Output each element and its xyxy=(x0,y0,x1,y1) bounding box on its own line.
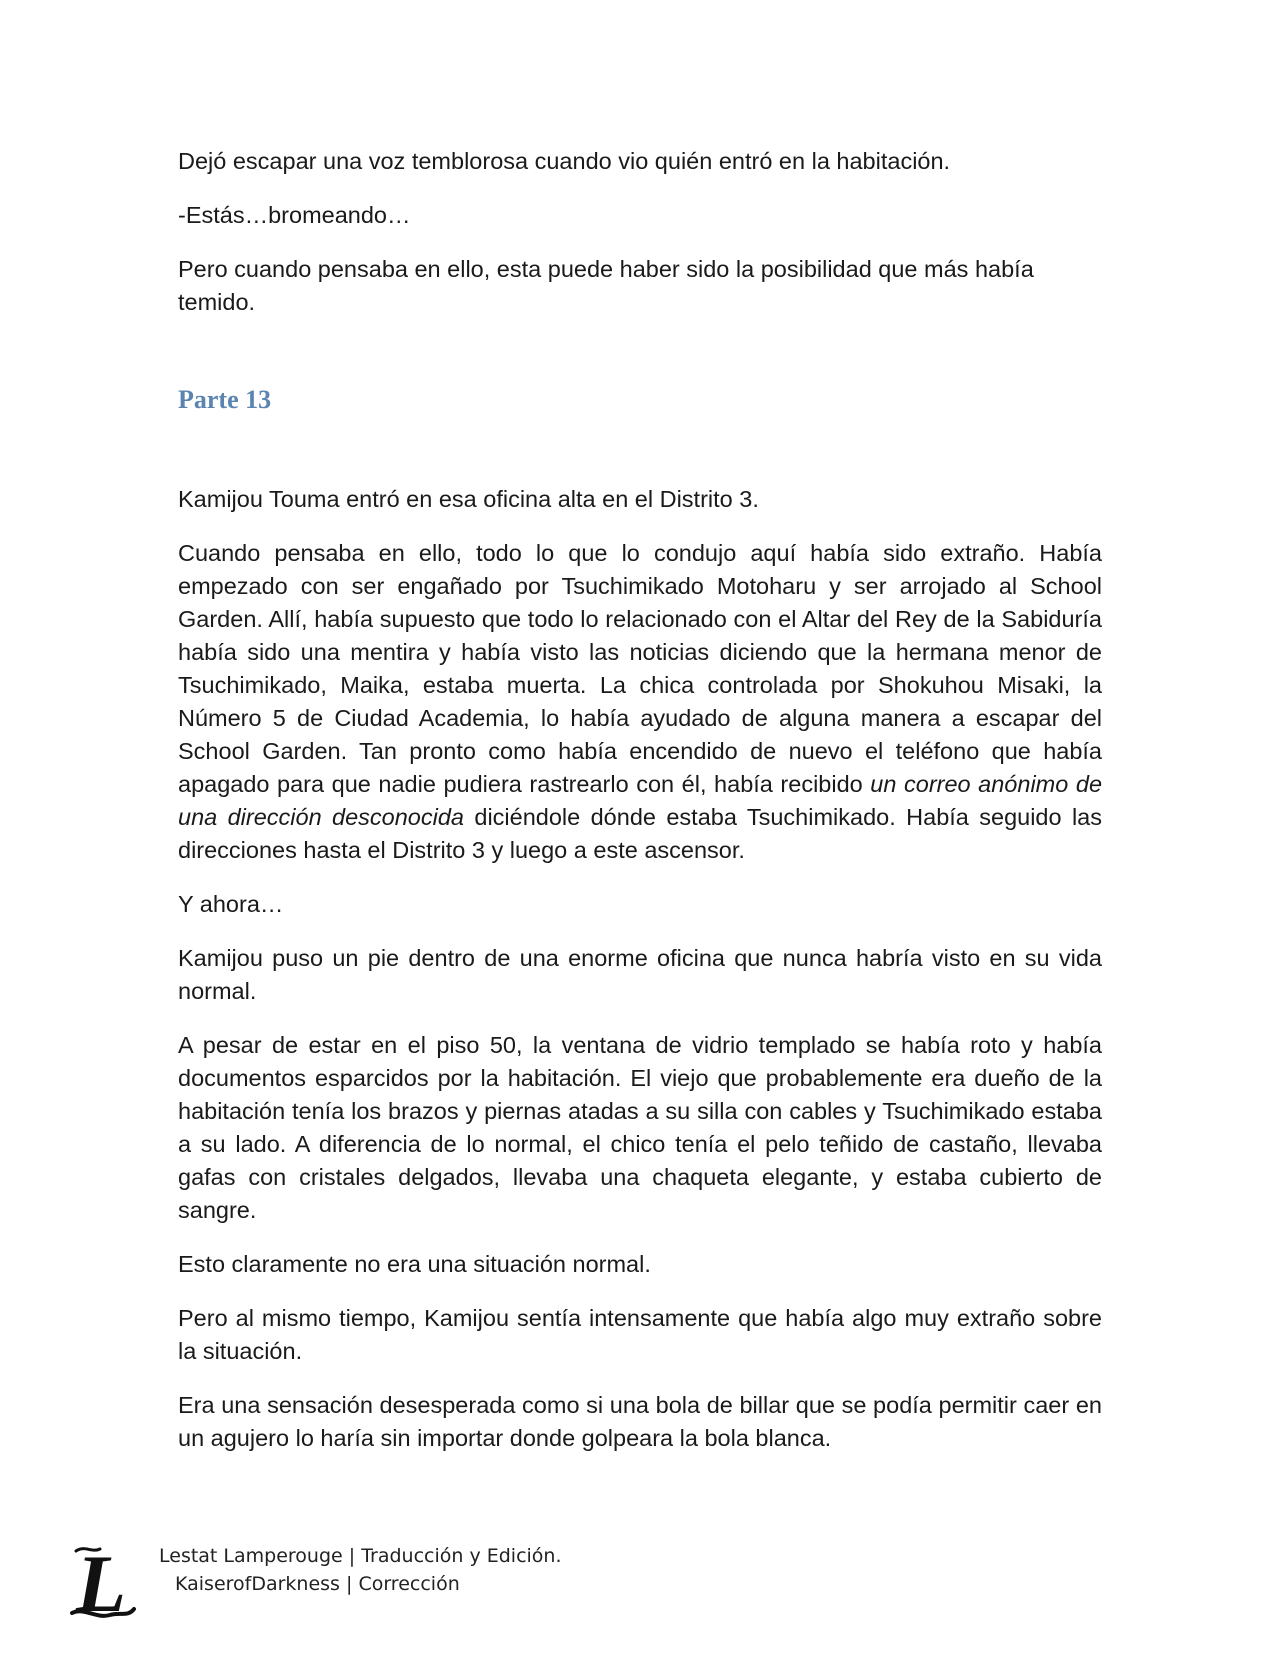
paragraph-scene-description: A pesar de estar en el piso 50, la ventana de vidrio templado se había roto y había documentos esparcidos por la habitación. El viejo que probablemente era dueño de la habitación tenía los brazos y piernas atadas a su silla con cables y Tsuchimikado estaba a su lado. A diferencia de lo normal, el chico tenía el pelo teñido de castaño, llevaba gafas con cristales delgados, llevaba una chaqueta elegante, y estaba cubierto de sangre. xyxy=(178,1032,1102,1223)
paragraph-and-now: Y ahora… xyxy=(178,891,284,917)
paragraph-dialogue: -Estás…bromeando… xyxy=(178,202,411,228)
paragraph-billiard-ball: Era una sensación desesperada como si una bola de billar que se podía permitir caer en un agujero lo haría sin importar donde golpeara la bola blanca. xyxy=(178,1392,1102,1451)
body-text xyxy=(178,145,1102,1476)
credit-translation: Lestat Lamperouge | Traducción y Edición. xyxy=(159,1545,562,1567)
credit-correction: KaiserofDarkness | Corrección xyxy=(175,1573,460,1595)
paragraph-strange-feeling: Pero al mismo tiempo, Kamijou sentía intensamente que había algo muy extraño sobre la situación. xyxy=(178,1305,1102,1364)
section-heading: Parte 13 xyxy=(178,385,272,414)
gothic-letter-L-logo-icon xyxy=(66,1543,136,1623)
paragraph-recap-end: diciéndole dónde estaba Tsuchimikado. Había seguido las direcciones hasta el Distrito 3 y luego a este ascensor. xyxy=(178,804,1102,863)
paragraph-recap-start: Cuando pensaba en ello, todo lo que lo condujo aquí había sido extraño. Había empezado con ser engañado por Tsuchimikado Motoharu y ser arrojado al School Garden. Allí, había supuesto que todo lo relacionado con el Altar del Rey de la Sabiduría había sido una mentira y había visto las noticias diciendo que la hermana menor de Tsuchimikado, Maika, estaba muerta. La chica controlada por Shokuhou Misaki, la Número 5 de Ciudad Academia, lo había ayudado de alguna manera a escapar del School Garden. Tan pronto como había encendido de nuevo el teléfono que había apagado para que nadie pudiera rastrearlo con él, había recibido xyxy=(178,540,1102,797)
paragraph-enormous-office: Kamijou puso un pie dentro de una enorme oficina que nunca habría visto en su vida normal. xyxy=(178,945,1102,1004)
paragraph-recap xyxy=(178,537,1102,867)
paragraph-entered-office: Kamijou Touma entró en esa oficina alta en el Distrito 3. xyxy=(178,486,759,512)
paragraph-trembling-voice: Dejó escapar una voz temblorosa cuando vio quién entró en la habitación. xyxy=(178,148,951,174)
paragraph-not-normal: Esto claramente no era una situación normal. xyxy=(178,1251,651,1277)
paragraph-feared-possibility: Pero cuando pensaba en ello, esta puede haber sido la posibilidad que más había temido. xyxy=(178,256,1034,315)
anonymous-mail-italic: un correo anónimo de una dirección desconocida xyxy=(178,771,1103,830)
page-footer xyxy=(60,1535,760,1625)
logo-letter: L xyxy=(75,1543,127,1623)
footer-credits xyxy=(159,1542,562,1598)
